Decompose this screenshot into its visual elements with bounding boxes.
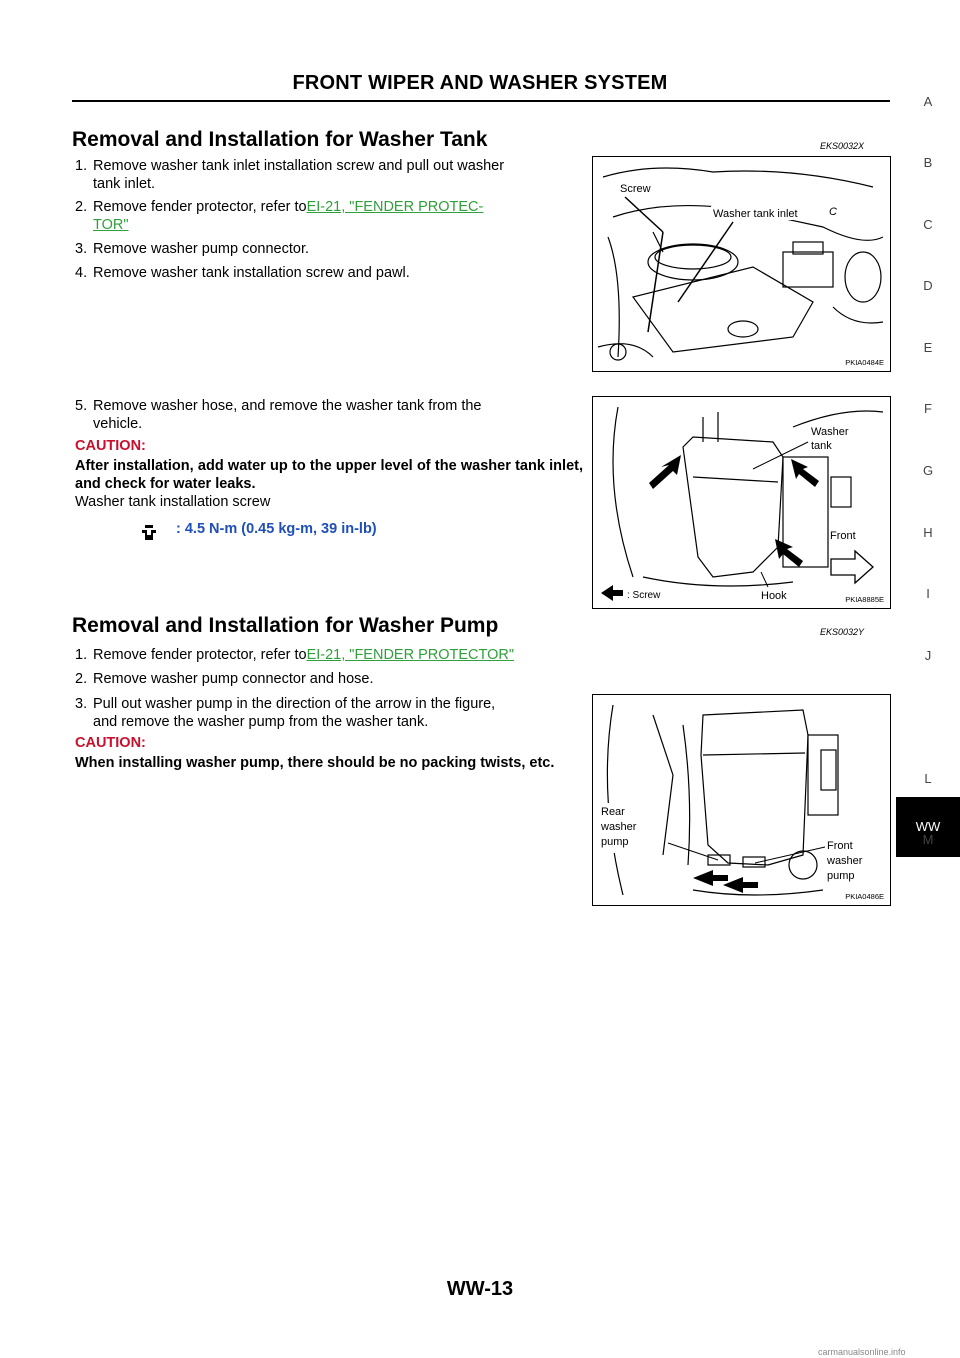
label-rear-pump: pump	[601, 836, 629, 848]
sidebar-letter-d[interactable]: D	[923, 278, 933, 293]
washer-pump-illustration	[593, 695, 890, 905]
figure-id: PKIA8885E	[845, 595, 884, 604]
tank-step-5	[75, 397, 583, 433]
sidebar-letter-a[interactable]: A	[923, 94, 933, 109]
screw-arrow-left	[649, 455, 681, 489]
torque-wrench-icon	[140, 524, 158, 542]
step-text-cont: and remove the washer pump from the washer tank.	[93, 714, 429, 730]
fender-protector-link-cont[interactable]: TOR"	[93, 217, 129, 233]
step-text: Remove washer tank inlet installation screw and pull out washer	[93, 158, 505, 174]
figure-id: PKIA0484E	[845, 358, 884, 367]
section-title-washer-pump: Removal and Installation for Washer Pump	[72, 614, 499, 637]
tank-step-3	[75, 240, 583, 258]
label-front: Front	[830, 530, 856, 542]
caution-label-pump: CAUTION:	[75, 735, 146, 751]
screw-arrow-right	[791, 459, 819, 487]
header-rule	[72, 100, 890, 102]
step-text: Remove washer pump connector and hose.	[93, 671, 374, 687]
label-rear-washer: washer	[601, 821, 637, 833]
label-c: C	[829, 206, 837, 218]
step-text: Remove washer tank installation screw and pawl.	[93, 265, 410, 281]
tank-step-1	[75, 157, 583, 193]
sidebar-letter-b[interactable]: B	[923, 155, 933, 170]
figure-washer-tank-removal	[592, 396, 891, 609]
engine-bay-illustration	[593, 157, 890, 371]
torque-value: : 4.5 N-m (0.45 kg-m, 39 in-lb)	[176, 521, 377, 537]
tank-step-4	[75, 264, 583, 282]
sidebar-letter-l[interactable]: L	[924, 771, 932, 786]
step-text: Remove washer pump connector.	[93, 241, 309, 257]
pump-arrow-left	[693, 870, 728, 886]
label-front-pump-1: Front	[827, 840, 853, 852]
step-number: 2.	[75, 199, 88, 215]
section-title-washer-tank: Removal and Installation for Washer Tank	[72, 128, 488, 151]
step-number: 4.	[75, 265, 88, 281]
figure-washer-tank-inlet	[592, 156, 891, 372]
section-code-washer-tank: EKS0032X	[820, 141, 865, 151]
sidebar-letter-c[interactable]: C	[923, 217, 933, 232]
washer-tank-illustration	[593, 397, 890, 608]
caution-text-pump: When installing washer pump, there should be no packing twists, etc.	[75, 755, 555, 771]
step-number: 1.	[75, 647, 88, 663]
pump-step-1	[75, 646, 583, 664]
sidebar-letter-e[interactable]: E	[923, 340, 933, 355]
fender-protector-link[interactable]: EI-21, "FENDER PROTEC-	[306, 199, 484, 215]
label-hook: Hook	[761, 590, 787, 602]
step-text-cont: vehicle.	[93, 416, 143, 432]
sidebar-letter-i[interactable]: I	[926, 586, 930, 601]
caution-text-tank: After installation, add water up to the upper level of the washer tank inlet, and check for water leaks.	[75, 458, 583, 492]
step-number: 3.	[75, 696, 88, 712]
step-text: Remove fender protector, refer to	[93, 647, 307, 663]
section-code-washer-pump: EKS0032Y	[820, 627, 865, 637]
sidebar-letter-f[interactable]: F	[924, 401, 932, 416]
sidebar-tab-ww-active[interactable]: WW	[896, 797, 960, 857]
pump-arrow-right	[723, 877, 758, 893]
spec-label: Washer tank installation screw	[75, 494, 271, 510]
front-arrow-icon	[831, 551, 873, 583]
watermark-text: carmanualsonline.info	[818, 1347, 906, 1357]
step-text-cont: tank inlet.	[93, 176, 156, 192]
label-front-pump-3: pump	[827, 870, 855, 882]
screw-legend-arrow-icon	[601, 585, 623, 601]
tank-step-2	[75, 198, 583, 234]
sidebar-letter-h[interactable]: H	[923, 525, 933, 540]
step-number: 1.	[75, 158, 88, 174]
step-text: Remove fender protector, refer to	[93, 199, 307, 215]
label-screw: Screw	[620, 183, 651, 195]
step-text: Remove washer hose, and remove the washer tank from the	[93, 398, 482, 414]
caution-label-tank: CAUTION:	[75, 438, 146, 454]
fender-protector-link-2[interactable]: EI-21, "FENDER PROTECTOR"	[306, 647, 514, 663]
step-number: 5.	[75, 398, 88, 414]
label-washer: Washer	[811, 426, 849, 438]
pump-step-2	[75, 670, 583, 688]
step-text: Pull out washer pump in the direction of the arrow in the figure,	[93, 696, 496, 712]
label-tank: tank	[811, 440, 832, 452]
screw-arrow-bottom	[775, 539, 803, 567]
label-screw-legend: : Screw	[627, 590, 661, 601]
figure-id: PKIA0486E	[845, 892, 884, 901]
page-number: WW-13	[446, 1278, 514, 1300]
label-washer-tank-inlet: Washer tank inlet	[713, 208, 798, 220]
figure-washer-pump	[592, 694, 891, 906]
label-front-pump-2: washer	[827, 855, 863, 867]
step-number: 2.	[75, 671, 88, 687]
page-header-title: FRONT WIPER AND WASHER SYSTEM	[292, 72, 668, 94]
step-number: 3.	[75, 241, 88, 257]
sidebar-letter-g[interactable]: G	[922, 463, 934, 478]
sidebar-letter-m[interactable]: M	[922, 832, 934, 847]
label-rear: Rear	[601, 806, 625, 818]
sidebar-letter-j[interactable]: J	[924, 648, 932, 663]
pump-step-3	[75, 695, 583, 731]
